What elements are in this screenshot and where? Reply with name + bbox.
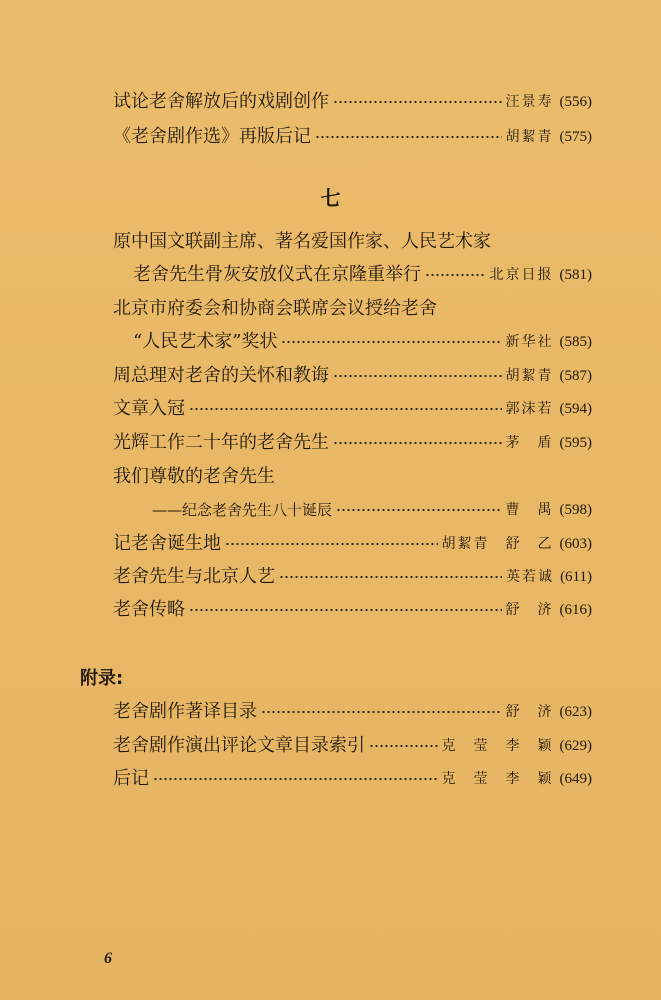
entry-author: 英若诚 [506, 569, 555, 585]
toc-entry [113, 699, 592, 725]
entry-title: 老舍先生与北京人艺 [113, 566, 275, 587]
entry-page: (595) [559, 435, 592, 451]
entry-page: (611) [560, 569, 592, 585]
dot-leader [189, 608, 502, 612]
entry-title-line2: 老舍先生骨灰安放仪式在京隆重举行 [133, 264, 421, 285]
entry-title: 记老舍诞生地 [113, 533, 221, 554]
entry-author: 克 莹 李 颖 [441, 771, 554, 787]
entry-author: 新华社 [505, 334, 554, 350]
entry-title-line1: 我们尊敬的老舍先生 [113, 466, 275, 487]
dot-leader [369, 744, 438, 748]
page-number: 6 [104, 950, 112, 967]
entry-subtitle: ——纪念老舍先生八十诞辰 [152, 501, 333, 519]
entry-page: (623) [559, 704, 592, 720]
appendix-heading: 附录: [80, 668, 124, 689]
entry-page: (585) [559, 334, 592, 350]
dot-leader [333, 100, 502, 104]
entry-author: 汪景寿 [505, 94, 554, 110]
entry-author: 胡絜青 舒 乙 [441, 536, 554, 552]
entry-author: 曹 禺 [505, 502, 554, 518]
entry-title: 文章入冠 [113, 398, 185, 419]
entry-author: 胡絜青 [505, 129, 554, 145]
entry-title: 试论老舍解放后的戏剧创作 [113, 91, 329, 112]
entry-title: 《老舍剧作选》再版后记 [113, 126, 311, 147]
entry-page: (587) [559, 368, 592, 384]
entry-page: (598) [559, 502, 592, 518]
entry-page: (594) [559, 401, 592, 417]
dot-leader [225, 542, 438, 546]
entry-title: 光辉工作二十年的老舍先生 [113, 432, 329, 453]
dot-leader [281, 340, 501, 344]
dot-leader [189, 407, 502, 411]
toc-entry [113, 124, 592, 150]
entry-author: 胡絜青 [505, 368, 554, 384]
dot-leader [153, 777, 438, 781]
toc-entry [113, 733, 592, 759]
toc-entry [113, 597, 592, 623]
toc-entry [113, 89, 592, 115]
toc-entry [113, 531, 592, 557]
toc-entry [113, 766, 592, 792]
entry-author: 郭沫若 [505, 401, 554, 417]
section-heading: 七 [320, 186, 341, 210]
entry-page: (556) [559, 94, 592, 110]
entry-author: 克 莹 李 颖 [441, 738, 554, 754]
dot-leader [315, 135, 502, 139]
entry-author: 舒 济 [505, 602, 554, 618]
entry-author: 茅 盾 [505, 435, 554, 451]
dot-leader [333, 374, 502, 378]
toc-entry [133, 329, 592, 355]
entry-title-line1: 北京市府委会和协商会联席会议授给老舍 [113, 298, 437, 319]
entry-author: 舒 济 [505, 704, 554, 720]
entry-title-line2: “人民艺术家”奖状 [133, 331, 278, 352]
entry-page: (581) [559, 267, 592, 283]
toc-entry [113, 430, 592, 456]
entry-page: (603) [559, 536, 592, 552]
dot-leader [425, 273, 486, 277]
entry-author: 北京日报 [489, 267, 554, 283]
entry-title: 后记 [113, 768, 149, 789]
entry-page: (649) [559, 771, 592, 787]
entry-title-line1: 原中国文联副主席、著名爱国作家、人民艺术家 [113, 231, 491, 252]
entry-title: 周总理对老舍的关怀和教诲 [113, 365, 329, 386]
entry-title: 老舍剧作著译目录 [113, 701, 257, 722]
entry-page: (629) [559, 738, 592, 754]
toc-entry [152, 497, 592, 523]
dot-leader [261, 710, 502, 714]
entry-page: (575) [559, 129, 592, 145]
dot-leader [333, 441, 502, 445]
dot-leader [279, 575, 502, 579]
toc-entry [133, 262, 592, 288]
entry-title: 老舍剧作演出评论文章目录索引 [113, 735, 365, 756]
entry-title: 老舍传略 [113, 599, 185, 620]
dot-leader [336, 508, 501, 512]
toc-entry [113, 396, 592, 422]
toc-entry [113, 363, 592, 389]
entry-page: (616) [559, 602, 592, 618]
toc-entry [113, 564, 592, 590]
